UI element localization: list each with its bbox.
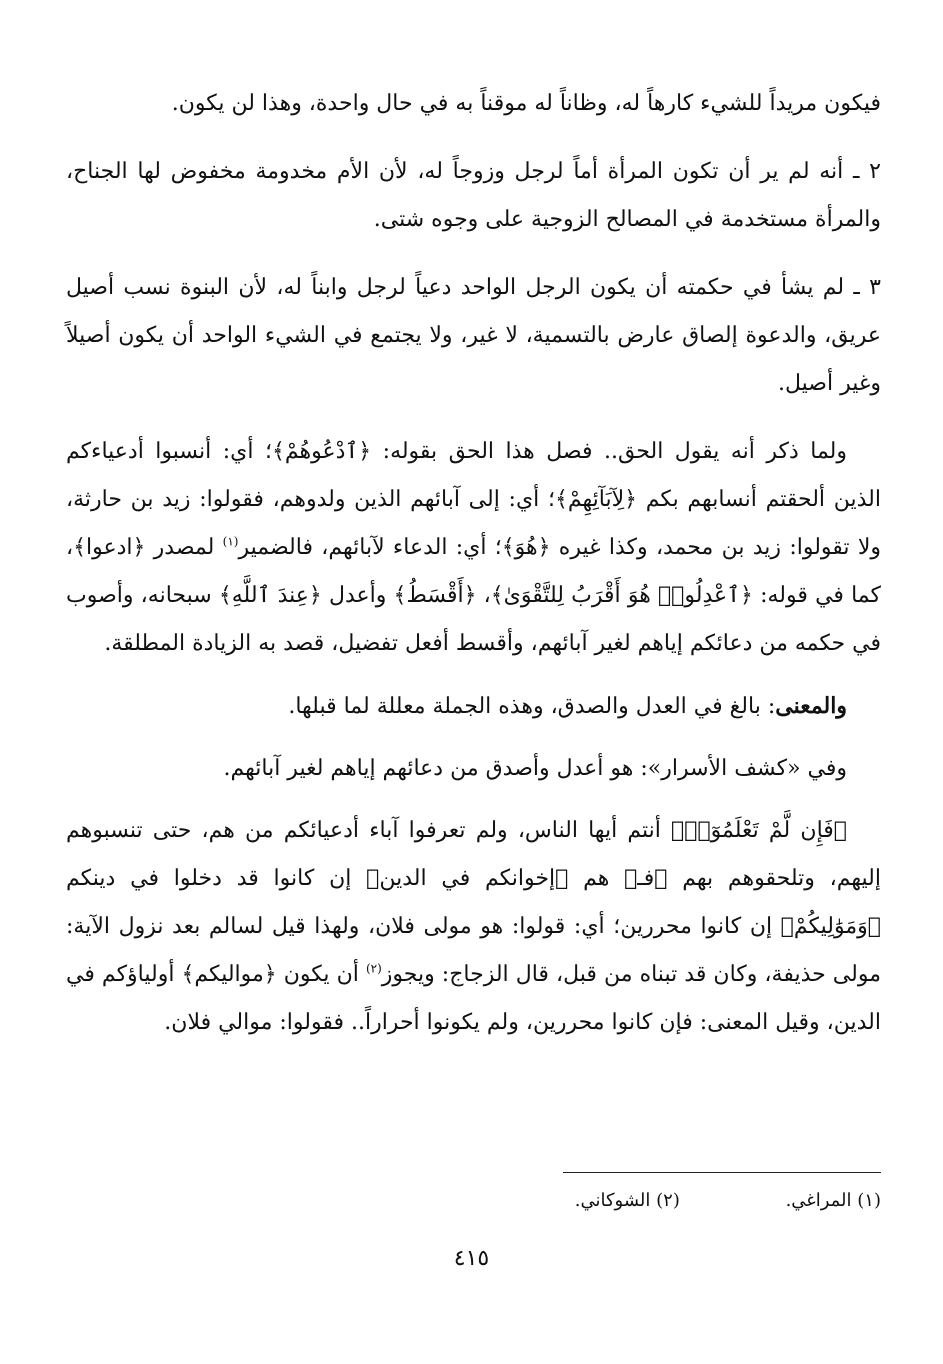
footnote-ref-1: (١) bbox=[222, 534, 239, 549]
paragraph-1: فيكون مريداً للشيء كارهاً له، وظاناً له موقناً به في حال واحدة، وهذا لن يكون. bbox=[171, 91, 881, 116]
footnotes bbox=[66, 1186, 881, 1216]
meaning-term: والمعنى bbox=[775, 693, 847, 719]
footnote-2: (٢) الشوكاني. bbox=[574, 1190, 680, 1211]
mawali-text-b: أن يكون ﴿مواليكم﴾ أولياؤكم في الدين، وقيل المعنى: فإن كانوا محررين، ولم يكونوا أحراراً.. فقولوا: موالي فلان. bbox=[66, 962, 881, 1035]
footnote-ref-2: (٢) bbox=[365, 961, 382, 976]
paragraph-kashf: وفي «كشف الأسرار»: هو أعدل وأصدق من دعائهم إياهم لغير آبائهم. bbox=[223, 756, 847, 781]
paragraph-mawali bbox=[66, 807, 881, 1047]
page-number: ٤١٥ bbox=[453, 1246, 490, 1271]
footnote-1: (١) المراغي. bbox=[785, 1190, 881, 1211]
mawali-text-a: ﴿فَإِن لَّمْ تَعْلَمُوٓا۟﴾ أنتم أيها الناس، ولم تعرفوا آباء أدعيائكم من هم، حتى تنسبوهم إليهم، وتلحقوهم بهم ﴿فـ﴾ هم ﴿إخوانكم في الدين﴾ إن كانوا قد دخلوا في دينكم ﴿وَمَوَٰلِيكُمْ﴾ إن كانوا محررين؛ أي: قولوا: هو مولى فلان، ولهذا قيل لسالم بعد نزول الآية: مولى حذيفة، وكان قد تبناه من قبل، قال الزجاج: ويجوز bbox=[66, 818, 881, 987]
paragraph-commentary bbox=[66, 428, 881, 668]
commentary-text-a: ولما ذكر أنه يقول الحق.. فصل هذا الحق بقوله: ﴿ٱدْعُوهُمْ﴾؛ أي: أنسبوا أدعياءكم الذين ألحقتم أنسابهم بكم ﴿لِآبَآئِهِمْ﴾؛ أي: إلى آبائهم الذين ولدوهم، فقولوا: زيد بن حارثة، ولا تقولوا: زيد بن محمد، وكذا غيره ﴿هُوَ﴾؛ أي: الدعاء لآبائهم، فالضمير bbox=[66, 439, 881, 560]
meaning-text: : بالغ في العدل والصدق، وهذه الجملة معللة لما قبلها. bbox=[288, 694, 776, 719]
commentary-text-b: لمصدر ﴿ادعوا﴾، كما في قوله: ﴿ٱعْدِلُوا۟ هُوَ أَقْرَبُ لِلتَّقْوَىٰ﴾، ﴿أَقْسَطُ﴾ وأعدل ﴿عِندَ ٱللَّهِ﴾ سبحانه، وأصوب في حكمه من دعائكم إياهم لغير آبائهم، وأقسط أفعل تفضيل، قصد به الزيادة المطلقة. bbox=[66, 535, 881, 656]
footnote-divider bbox=[563, 1172, 881, 1173]
paragraph-point-2: ٢ ـ أنه لم ير أن تكون المرأة أماً لرجل وزوجاً له، لأن الأم مخدومة مخفوض لها الجناح، والمرأة مستخدمة في المصالح الزوجية على وجوه شتى. bbox=[66, 159, 881, 232]
paragraph-meaning bbox=[66, 682, 881, 731]
paragraph-point-3: ٣ ـ لم يشأ في حكمته أن يكون الرجل الواحد دعياً لرجل وابناً له، لأن البنوة نسب أصيل عريق، والدعوة إلصاق عارض بالتسمية، لا غير، ولا يجتمع في الشيء الواحد أن يكون أصيلاً وغير أصيل. bbox=[66, 275, 881, 396]
